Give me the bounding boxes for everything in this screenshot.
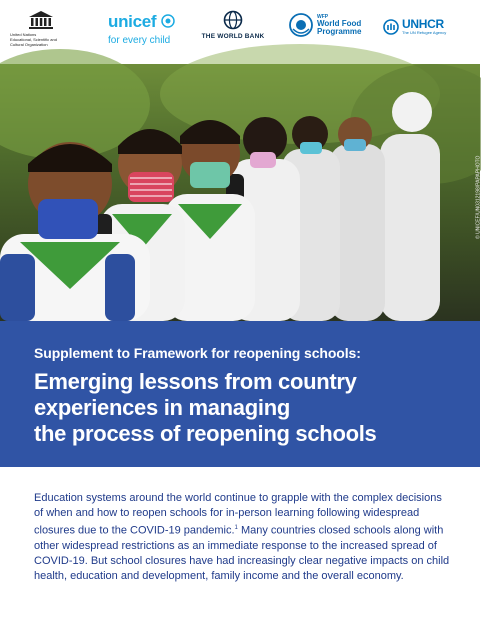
unhcr-hands-icon	[383, 19, 399, 35]
intro-paragraph	[34, 491, 454, 584]
wfp-wreath-icon	[288, 12, 314, 38]
unicef-globe-icon	[161, 14, 175, 28]
wfp-name-line-2: Programme	[317, 27, 362, 36]
intro-text-part-2: Many countries closed schools along with other widespread restrictions as an immediate response to the increased spread of COVID-19. But school closures have had increasingly clear negative impacts on child health, education and development, family income and the overall economy.	[34, 524, 450, 582]
world-bank-globe-icon	[223, 10, 243, 30]
photo-of-students-wearing-masks	[0, 64, 480, 321]
unesco-line-2: Educational, Scientific and	[10, 37, 57, 42]
supplement-heading: Supplement to Framework for reopening schools:	[34, 345, 361, 361]
wfp-name-line-1: World Food	[317, 19, 362, 28]
unesco-line-3: Cultural Organization	[10, 42, 48, 47]
wfp-abbreviation: WFP	[317, 14, 329, 20]
unicef-logo	[108, 12, 175, 46]
world-bank-name: THE WORLD BANK	[201, 33, 265, 40]
title-line-1: Emerging lessons from country	[34, 369, 357, 394]
unicef-name: unicef	[108, 12, 157, 31]
wfp-logo	[288, 12, 361, 38]
world-bank-logo	[198, 10, 268, 40]
unesco-temple-icon	[28, 10, 54, 30]
cover-photo	[0, 64, 480, 321]
unhcr-logo	[383, 18, 446, 35]
title-line-2: experiences in managing	[34, 395, 290, 420]
unesco-logo	[10, 10, 72, 47]
title-line-3: the process of reopening schools	[34, 421, 377, 446]
unhcr-tagline: The UN Refugee Agency	[402, 30, 447, 35]
intro-text-part-1: Education systems around the world continue to grapple with the complex decisions of when and how to reopen schools for in-person learning following widespread closures due to the COVID-19 pandemic.	[34, 492, 442, 537]
footnote-reference[interactable]: 1	[234, 525, 238, 531]
document-title	[34, 369, 454, 447]
title-banner	[0, 321, 480, 467]
photo-credit: © UNICEF/UN0312198/PAPAPHOTO	[475, 155, 481, 239]
unesco-line-1: United Nations	[10, 32, 37, 37]
unicef-tagline: for every child	[108, 35, 171, 46]
unhcr-name: UNHCR	[402, 17, 444, 31]
